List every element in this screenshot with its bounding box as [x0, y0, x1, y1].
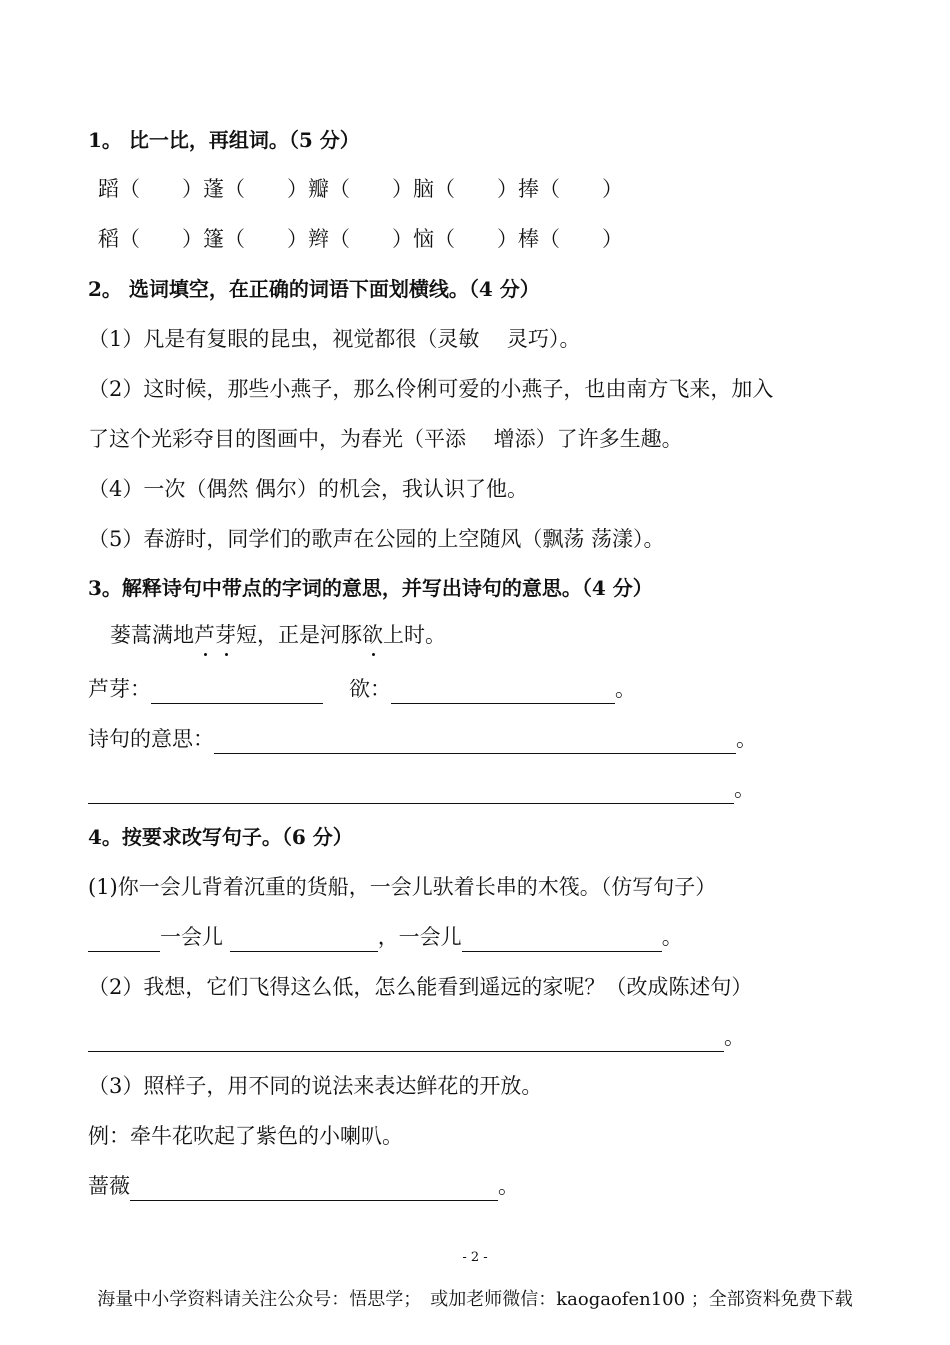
- q3-answer-row: 芦芽： 欲： 。: [88, 674, 636, 704]
- q1-row1: 蹈（ ）蓬（ ）瓣（ ）脑（ ）捧（ ）: [98, 177, 623, 201]
- footer-note: 海量中小学资料请关注公众号：悟思学； 或加老师微信：kaogaofen100 ；全部资料免费下载: [97, 1289, 853, 1310]
- q3-title: 3。解释诗句中带点的字词的意思，并写出诗句的意思。（4 分）: [88, 576, 653, 600]
- fill-blank-2[interactable]: [230, 929, 378, 952]
- yu-answer-blank[interactable]: [391, 681, 615, 704]
- dotted-char: 芽: [215, 620, 236, 650]
- dotted-char: 芦: [194, 620, 215, 650]
- q2-item2a: （2）这时候，那些小燕子，那么伶俐可爱的小燕子，也由南方飞来，加入: [88, 377, 774, 401]
- q4-s1-fill-row: 一会儿 ，一会儿 。: [88, 922, 683, 952]
- q4-example: 例：牵牛花吹起了紫色的小喇叭。: [88, 1124, 403, 1148]
- q2-title: 2。 选词填空，在正确的词语下面划横线。（4 分）: [88, 277, 540, 301]
- fill-blank-3[interactable]: [462, 929, 662, 952]
- yu-label: 欲：: [349, 677, 391, 701]
- page-number: - 2 -: [462, 1250, 488, 1265]
- rose-answer-blank[interactable]: [130, 1178, 498, 1201]
- q2-item5: （5）春游时，同学们的歌声在公园的上空随风（飘荡 荡漾）。: [88, 527, 665, 551]
- meaning-label: 诗句的意思：: [88, 727, 214, 751]
- q2-item4: （4）一次（偶然 偶尔）的机会，我认识了他。: [88, 477, 529, 501]
- q4-rose-row: 蔷薇 。: [88, 1171, 519, 1201]
- lugya-label: 芦芽：: [88, 677, 151, 701]
- q2-item2b: 了这个光彩夺目的图画中，为春光（平添 增添）了许多生趣。: [88, 427, 683, 451]
- q4-s1: (1)你一会儿背着沉重的货船，一会儿驮着长串的木筏。（仿写句子）: [88, 875, 717, 899]
- s2-answer-blank[interactable]: [88, 1029, 724, 1052]
- q3-meaning-row: 诗句的意思： 。: [88, 724, 757, 754]
- dotted-char: 欲: [362, 620, 383, 650]
- rose-label: 蔷薇: [88, 1174, 130, 1198]
- q4-s3: （3）照样子，用不同的说法来表达鲜花的开放。: [88, 1074, 543, 1098]
- q3-meaning-row2: 。: [88, 774, 755, 804]
- lugya-answer-blank[interactable]: [151, 681, 323, 704]
- fill-blank-1[interactable]: [88, 929, 160, 952]
- q3-poem: 蒌蒿满地芦芽短，正是河豚欲上时。: [110, 620, 446, 650]
- q1-title: 1。 比一比，再组词。（5 分）: [88, 128, 360, 152]
- q4-s2-answer-row: 。: [88, 1022, 745, 1052]
- meaning-answer-blank[interactable]: [214, 731, 736, 754]
- q4-title: 4。按要求改写句子。（6 分）: [88, 825, 353, 849]
- q1-row2: 稻（ ）篷（ ）辫（ ）恼（ ）棒（ ）: [98, 227, 623, 251]
- q4-s2: （2）我想，它们飞得这么低，怎么能看到遥远的家呢？（改成陈述句）: [88, 975, 753, 999]
- q2-item1: （1）凡是有复眼的昆虫，视觉都很（灵敏 灵巧）。: [88, 327, 581, 351]
- meaning-answer-blank-2[interactable]: [88, 781, 734, 804]
